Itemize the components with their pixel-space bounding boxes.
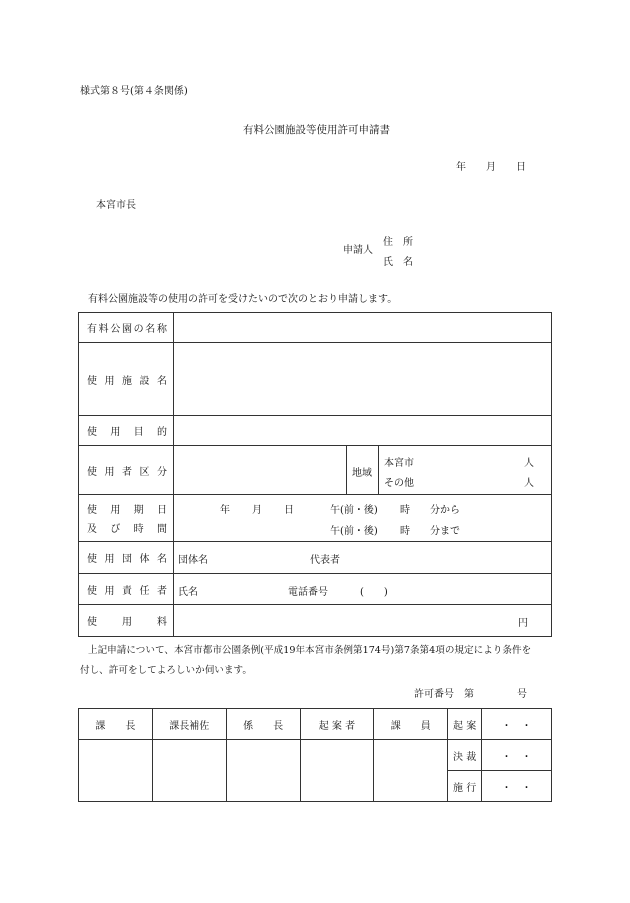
approval-header-section-chief: 課 長 — [79, 709, 153, 740]
label-period-line1: 使 用 期 日 — [87, 505, 167, 516]
other-label: その他 — [383, 478, 414, 489]
approval-header-deputy-chief: 課長補佐 — [152, 709, 226, 740]
stamp-drafter[interactable] — [300, 740, 374, 802]
approval-header-subsection-chief: 係 長 — [226, 709, 300, 740]
period-month: 月 — [251, 505, 262, 516]
draft-date: ・ ・ — [482, 709, 552, 740]
row-group-name — [79, 542, 552, 574]
addressee: 本宮市長 — [96, 200, 136, 211]
row-user-category — [79, 446, 552, 495]
purpose-field[interactable] — [173, 416, 551, 446]
permit-number-label: 許可番号 第 — [414, 689, 474, 700]
label-responsible: 使 用 責 任 者 — [87, 585, 167, 597]
period-start-hour: 時 — [399, 505, 410, 516]
period-year: 年 — [219, 505, 230, 516]
facility-name-field[interactable] — [173, 343, 551, 416]
page-title: 有料公園施設等使用許可申請書 — [243, 124, 390, 136]
intro-text: 有料公園施設等の使用の許可を受けたいので次のとおり申請します。 — [88, 294, 398, 305]
approval-header-drafter: 起 案 者 — [300, 709, 374, 740]
responsible-name-label: 氏名 — [177, 587, 198, 598]
applicant-address-label: 住 所 — [383, 237, 413, 248]
approval-table — [78, 708, 552, 802]
other-person-unit: 人 — [523, 478, 534, 489]
period-end-minute: 分まで — [429, 526, 460, 537]
period-start-minute: 分から — [429, 505, 460, 516]
decision-date: ・ ・ — [482, 740, 552, 771]
permit-number-unit: 号 — [517, 689, 527, 700]
fee-unit: 円 — [517, 618, 528, 629]
period-end-ampm: 午(前・後) — [329, 526, 378, 537]
row-purpose — [79, 416, 552, 446]
enforcement-label: 施 行 — [448, 771, 482, 802]
applicant-label: 申請人 — [343, 245, 373, 256]
date-year: 年 — [456, 162, 466, 173]
stamp-section-chief[interactable] — [79, 740, 153, 802]
label-user-category: 使 用 者 区 分 — [87, 466, 167, 478]
label-purpose: 使 用 目 的 — [87, 427, 167, 438]
phone-label: 電話番号 — [287, 587, 328, 598]
label-facility-name: 使 用 施 設 名 — [87, 375, 167, 387]
period-end-hour: 時 — [399, 526, 410, 537]
period-day: 日 — [283, 505, 294, 516]
stamp-deputy-chief[interactable] — [152, 740, 226, 802]
stamp-staff[interactable] — [374, 740, 448, 802]
stamp-subsection-chief[interactable] — [226, 740, 300, 802]
phone-parens: ( ) — [359, 587, 388, 598]
draft-label: 起 案 — [448, 709, 482, 740]
region-label: 地域 — [351, 468, 372, 479]
application-table — [78, 312, 552, 637]
applicant-name-label: 氏 名 — [383, 257, 413, 268]
row-park-name — [79, 313, 552, 343]
form-number: 様式第８号(第４条関係) — [80, 86, 188, 97]
local-label: 本宮市 — [383, 458, 414, 469]
label-park-name: 有 料 公 園 の 名 称 — [87, 324, 167, 335]
representative-label: 代表者 — [309, 555, 340, 566]
row-responsible — [79, 574, 552, 605]
date-day: 日 — [516, 162, 526, 173]
row-period — [79, 495, 552, 542]
label-fee: 使 用 料 — [87, 617, 167, 628]
local-person-unit: 人 — [523, 458, 534, 469]
decision-label: 決 裁 — [448, 740, 482, 771]
label-period-line2: 及 び 時 間 — [87, 524, 167, 535]
park-name-field[interactable] — [173, 313, 551, 343]
group-label: 団体名 — [177, 555, 208, 566]
label-group-name: 使 用 団 体 名 — [87, 554, 167, 565]
enforcement-date: ・ ・ — [482, 771, 552, 802]
date-month: 月 — [486, 162, 496, 173]
row-facility-name — [79, 343, 552, 416]
row-fee — [79, 605, 552, 637]
period-start-ampm: 午(前・後) — [329, 505, 378, 516]
approval-header-staff: 課 員 — [374, 709, 448, 740]
approval-text-line2: 付し、許可をしてよろしいか伺います。 — [80, 665, 252, 676]
approval-text-line1: 上記申請について、本宮市都市公園条例(平成19年本宮市条例第174号)第7条第4項の規定により条件を — [88, 645, 532, 656]
